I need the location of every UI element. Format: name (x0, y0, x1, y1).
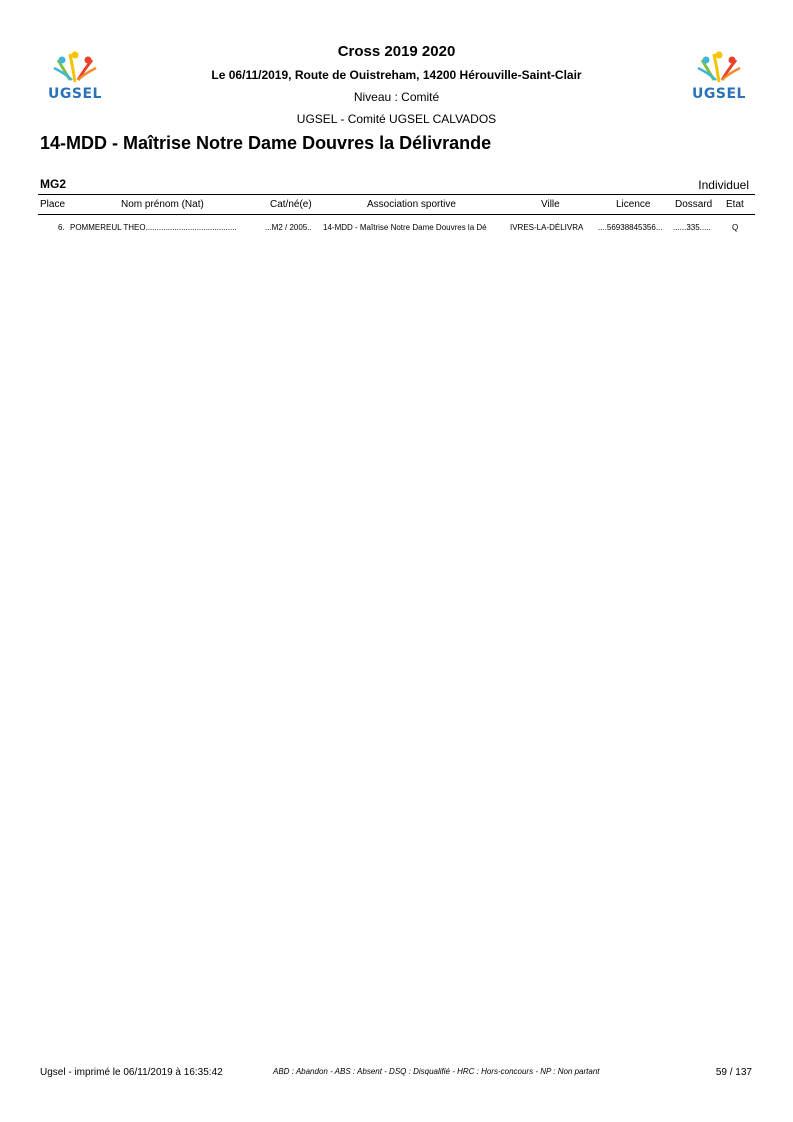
column-header-etat: Etat (726, 199, 744, 210)
cell-name: POMMEREUL THEO......................................... (70, 223, 237, 232)
column-header-ville: Ville (541, 199, 560, 210)
event-subtitle: Le 06/11/2019, Route de Ouistreham, 14200 Hérouville-Saint-Clair (211, 68, 582, 82)
column-header-licence: Licence (616, 199, 651, 210)
event-level: Niveau : Comité (353, 90, 440, 104)
cell-cat: ...M2 / 2005.. (265, 223, 312, 232)
column-header-dossard: Dossard (675, 199, 713, 210)
logo-text: UGSEL (48, 86, 102, 102)
event-committee: UGSEL - Comité UGSEL CALVADOS (296, 112, 497, 126)
footer-page-number: 59 / 137 (715, 1067, 752, 1078)
club-title: 14-MDD - Maîtrise Notre Dame Douvres la Délivrande (40, 133, 492, 153)
column-header-cat: Cat/né(e) (270, 199, 312, 210)
footer-legend: ABD : Abandon - ABS : Absent - DSQ : Disqualifié - HRC : Hors-concours - NP : Non partant (273, 1067, 600, 1076)
logo-text: UGSEL (692, 86, 746, 102)
event-title: Cross 2019 2020 (337, 43, 456, 60)
footer-printed: Ugsel - imprimé le 06/11/2019 à 16:35:42 (40, 1067, 223, 1078)
category-type: Individuel (698, 178, 749, 192)
cell-dossard: ......335..... (673, 223, 711, 232)
column-header-association: Association sportive (367, 199, 456, 210)
cell-association: 14-MDD - Maîtrise Notre Dame Douvres la Dé (323, 223, 487, 232)
column-header-place: Place (40, 199, 66, 210)
cell-ville: IVRES-LA-DÉLIVRA (510, 223, 584, 232)
category-code: MG2 (40, 177, 67, 191)
cell-licence: ....56938845356... (598, 223, 663, 232)
cell-place: 6. (58, 223, 65, 232)
table-top-rule (38, 194, 755, 195)
column-header-name: Nom prénom (Nat) (121, 199, 204, 210)
cell-etat: Q (732, 223, 739, 232)
table-header-rule (38, 214, 755, 215)
